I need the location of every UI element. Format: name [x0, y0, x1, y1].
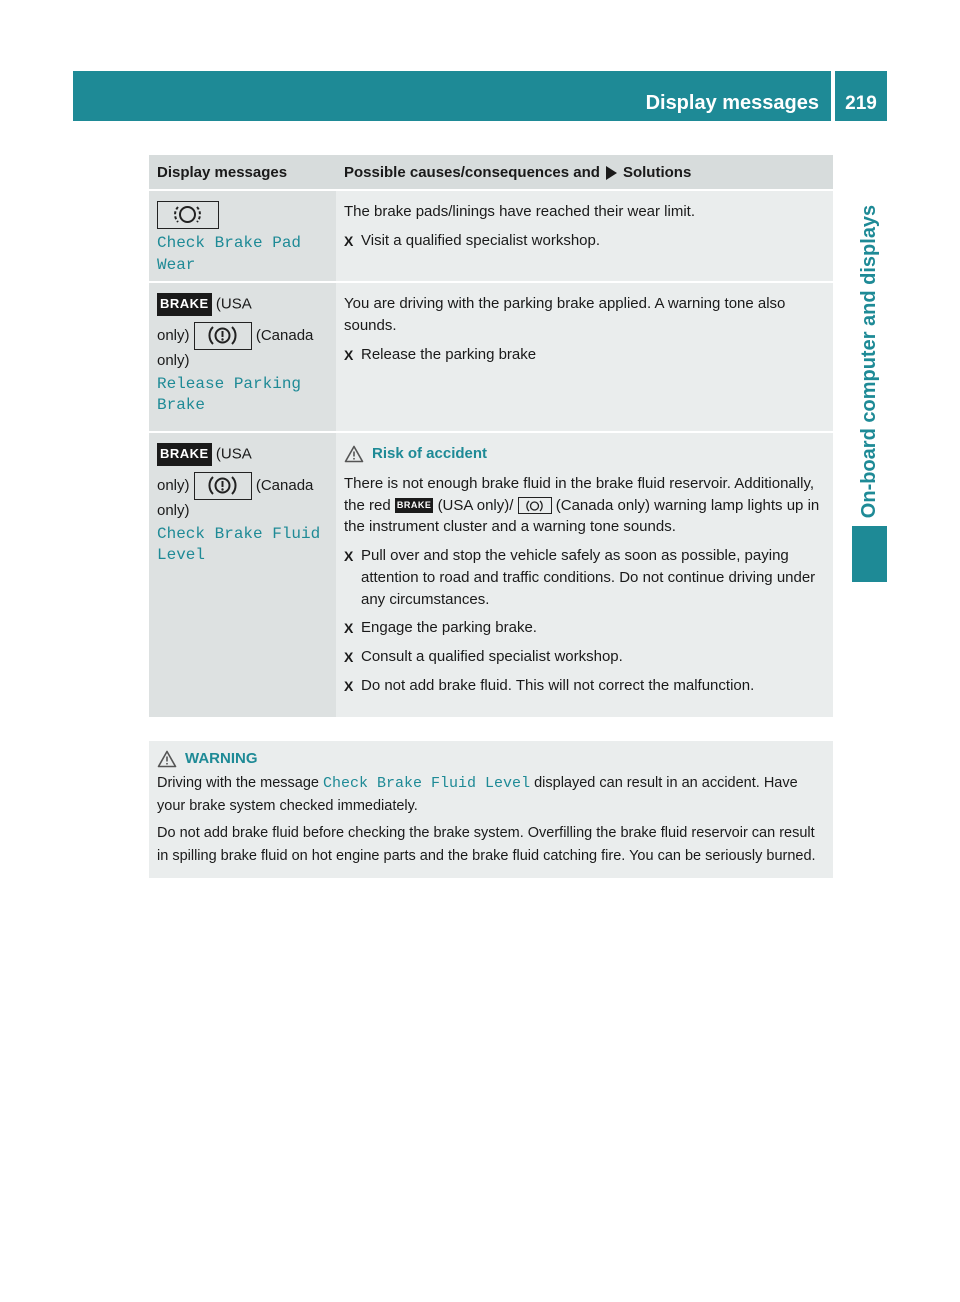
bullet-x-icon: X — [344, 649, 354, 665]
header-bar — [73, 71, 831, 121]
cause-text-part: There is not enough brake fluid in the brake fluid reservoir. Additionally, the red — [344, 474, 814, 514]
table-row — [149, 189, 833, 281]
bullet-x-icon: X — [344, 677, 354, 694]
solution-item — [344, 344, 827, 366]
message-text: Release Parking Brake — [157, 374, 302, 415]
bullet-x-icon: X — [344, 232, 354, 249]
usa-label: (USA — [215, 445, 252, 463]
warning-paragraph — [157, 772, 825, 817]
table-header — [149, 155, 833, 189]
brake-badge-icon: BRAKE — [157, 443, 212, 466]
side-tab — [852, 140, 887, 582]
cause-text-part: (Canada only) — [555, 496, 650, 514]
only-label: only) — [157, 501, 190, 519]
table-row — [149, 281, 833, 431]
brake-canada-icon — [518, 497, 552, 514]
solution-text: Visit a qualified specialist workshop. — [361, 231, 601, 249]
causes-cell — [336, 433, 833, 717]
message-text: Check Brake Pad Wear — [157, 234, 302, 274]
only-label: only) — [157, 476, 190, 494]
arrow-right-icon — [606, 166, 617, 180]
canada-label: (Canada — [255, 476, 314, 494]
brake-badge-icon: BRAKE — [395, 498, 434, 513]
solution-item — [344, 545, 827, 610]
warning-triangle-icon — [157, 750, 177, 768]
side-tab-marker — [852, 526, 887, 582]
solution-text: Do not add brake fluid. This will not correct the malfunction. — [361, 676, 755, 694]
warning-label: WARNING — [185, 750, 258, 767]
cause-text: The brake pads/linings have reached their wear limit. — [344, 203, 696, 220]
risk-label: Risk of accident — [372, 445, 488, 462]
column-header-causes-label: Possible causes/consequences and — [344, 164, 600, 181]
cause-text-part: warning lamp lights up in the instrument cluster and a warning tone sounds. — [344, 496, 820, 536]
side-tab-label: On-board computer and displays — [858, 204, 881, 518]
brake-canada-icon — [194, 322, 252, 350]
cause-text: You are driving with the parking brake applied. A warning tone also sounds. — [344, 295, 786, 334]
solution-item — [344, 617, 827, 639]
usa-label: (USA — [215, 295, 252, 313]
solution-text: Pull over and stop the vehicle safely as soon as possible, paying attention to road and traffic conditions. Do not continue driving under any circumstances. — [361, 547, 816, 608]
cause-text-part: (USA only)/ — [437, 496, 514, 514]
column-header-display-messages: Display messages — [157, 164, 288, 181]
causes-cell — [336, 283, 833, 431]
column-header-causes — [336, 155, 833, 189]
display-messages-table — [149, 155, 833, 717]
brake-canada-icon — [194, 472, 252, 500]
solution-item — [344, 646, 827, 668]
warning-heading — [157, 747, 825, 770]
warning-text-part: Driving with the message — [157, 775, 319, 792]
causes-cell — [336, 191, 833, 281]
table-row — [149, 431, 833, 717]
column-header-solutions-label: Solutions — [622, 164, 692, 181]
message-cell — [149, 433, 336, 717]
solution-item — [344, 230, 827, 252]
warning-message-text: Check Brake Fluid Level — [323, 775, 531, 793]
solution-text: Release the parking brake — [361, 345, 537, 363]
only-label: only) — [157, 326, 190, 344]
warning-box — [149, 741, 833, 878]
warning-text-part: displayed can result in an accident. Have your brake system checked immediately. — [157, 775, 798, 814]
message-cell — [149, 191, 336, 281]
warning-triangle-icon — [344, 445, 364, 463]
brake-badge-icon: BRAKE — [157, 293, 212, 316]
solution-text: Consult a qualified specialist workshop. — [361, 648, 623, 665]
risk-heading — [344, 443, 827, 465]
canada-label: (Canada — [255, 326, 314, 344]
page-title: Display messages — [645, 92, 819, 114]
brake-pad-wear-icon — [157, 201, 219, 229]
message-text: Check Brake Fluid Level — [157, 524, 321, 565]
warning-paragraph: Do not add brake fluid before checking the brake system. Overfilling the brake fluid reservoir can result in spilling brake fluid on hot engine parts and the brake fluid catching fire. You can be seriously burned. — [157, 825, 816, 864]
solution-item — [344, 675, 827, 697]
bullet-x-icon: X — [344, 346, 354, 363]
cause-text — [344, 473, 827, 538]
bullet-x-icon: X — [344, 548, 354, 564]
bullet-x-icon: X — [344, 620, 354, 637]
only-label: only) — [157, 351, 190, 369]
page-number: 219 — [835, 71, 887, 121]
message-cell — [149, 283, 336, 431]
solution-text: Engage the parking brake. — [361, 619, 537, 637]
